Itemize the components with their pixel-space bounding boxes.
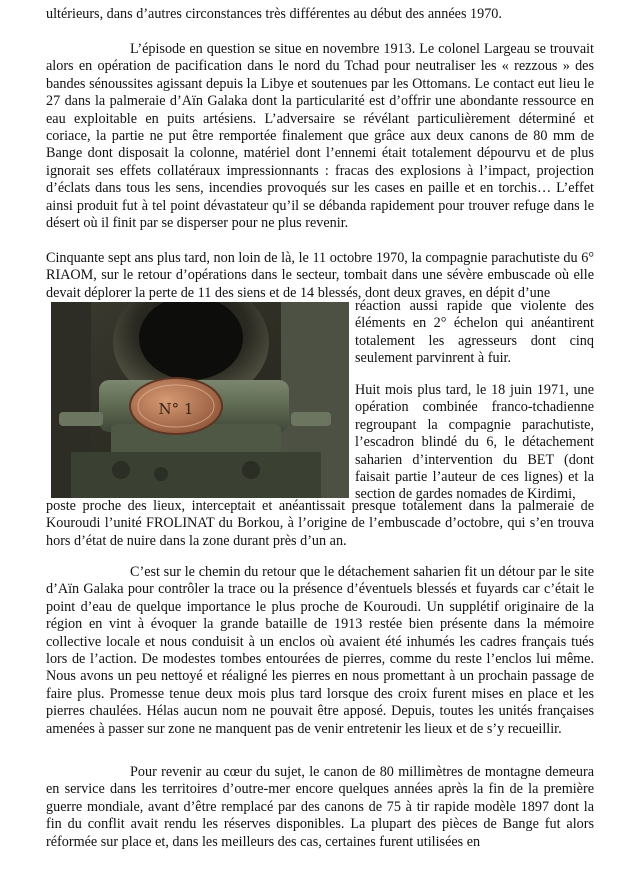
photo-illustration — [51, 302, 349, 498]
paragraph-1913-episode: L’épisode en question se situe en novembre 1913. Le colonel Largeau se trouvait alors en opération de pacification dans le nord du Tchad pour neutraliser les « rezzous » des bandes sénoussites agissant depuis la Libye et soutenues par les Ottomans. Le contact eut lieu le 27 dans la palmeraie d’Aïn Galaka dont la particularité est d’offrir une abondante ressource en eau exploitable en puits artésiens. L’adversaire se révélant particulièrement déterminé et coriace, la partie ne put être remportée finalement que grâce aux deux canons de 80 mm de Bange dont disposait la colonne, matériel dont l’ennemi était totalement dépourvu et de plus ignorait ses effets collatéraux impressionnants : fracas des explosions à l’impact, projection d’éclats dans tous les sens, incendies provoqués sur les cases en paille et en torchis… L’effet ainsi produit fut à tel point dévastateur qu’il se débanda rapidement pour trouver refuge dans le désert où il finit par se disperser pour ne plus revenir. — [46, 41, 594, 232]
paragraph-ain-galaka-visit: C’est sur le chemin du retour que le détachement saharien fit un détour par le site d’Aïn Galaka pour contrôler la trace ou la présence d’éventuels blessés et fuyards car c’était le point d’eau de quelque importance le plus proche de Kouroudi. Un supplétif originaire de la région en vint à évoquer la grande bataille de 1913 restée bien présente dans la mémoire collective locale et nous conduisit à un enclos où avaient été inhumés les cadres français tués lors de l’action. De modestes tombes entourées de pierres, comme du reste l’enclos lui même. Nous avons un peu nettoyé et réaligné les pierres en nous promettant à un prochain passage de faire plus. Promesse tenue deux mois plus tard lorsque des croix furent mises en place et les pierres chaulées. Hélas aucun nom ne pouvait être apposé. Depuis, toutes les unités françaises amenées à passer sur zone ne manquent pas de venir entretenir les lieux et de s’y recueillir. — [46, 564, 594, 737]
paragraph-1970-ambush-cont: réaction aussi rapide que violente des éléments en 2° échelon qui anéantirent totalement les agresseurs dont cinq seulement parvinrent à fuir. — [355, 298, 594, 367]
plate-number: N° 1 — [158, 400, 194, 418]
paragraph-continuation: ultérieurs, dans d’autres circonstances très différentes au début des années 1970. — [46, 6, 502, 22]
paragraph-1971-operation-cont: poste proche des lieux, interceptait et anéantissait presque totalement dans la palmeraie de Kouroudi l’unité FROLINAT du Borkou, à l’origine de l’embuscade d’octobre, qui s’en trouva hors d’état de nuire dans la zone durant près d’un an. — [46, 498, 594, 549]
paragraph-1970-ambush: Cinquante sept ans plus tard, non loin de là, le 11 octobre 1970, la compagnie parachutiste du 6° RIAOM, sur le retour d’opérations dans le secteur, tombait dans une sévère embuscade où elle devait déplorer la perte de 11 des siens et de 14 blessés, dont deux graves, en dépit d’une — [46, 250, 594, 301]
paragraph-cannon-history: Pour revenir au cœur du sujet, le canon de 80 millimètres de montagne demeura en service dans les territoires d’outre-mer encore quelques années après la fin de la première guerre mondiale, avant d’être remplacé par des canons de 75 à tir rapide modèle 1897 dont la fin du conflit avait rendu les réserves disponibles. La plupart des pièces de Bange fut alors réformée sur place et, dans les meilleurs des cas, certaines furent utilisées en — [46, 764, 594, 850]
cannon-breech-photo — [51, 302, 349, 498]
paragraph-1971-operation: Huit mois plus tard, le 18 juin 1971, une opération combinée franco-tchadienne regroupant la compagnie parachutiste, l’escadron blindé du 6, le détachement saharien d’intervention du BET (dont faisait partie l’auteur de ces lignes) et la section de gardes nomades de Kirdimi, — [355, 382, 594, 503]
